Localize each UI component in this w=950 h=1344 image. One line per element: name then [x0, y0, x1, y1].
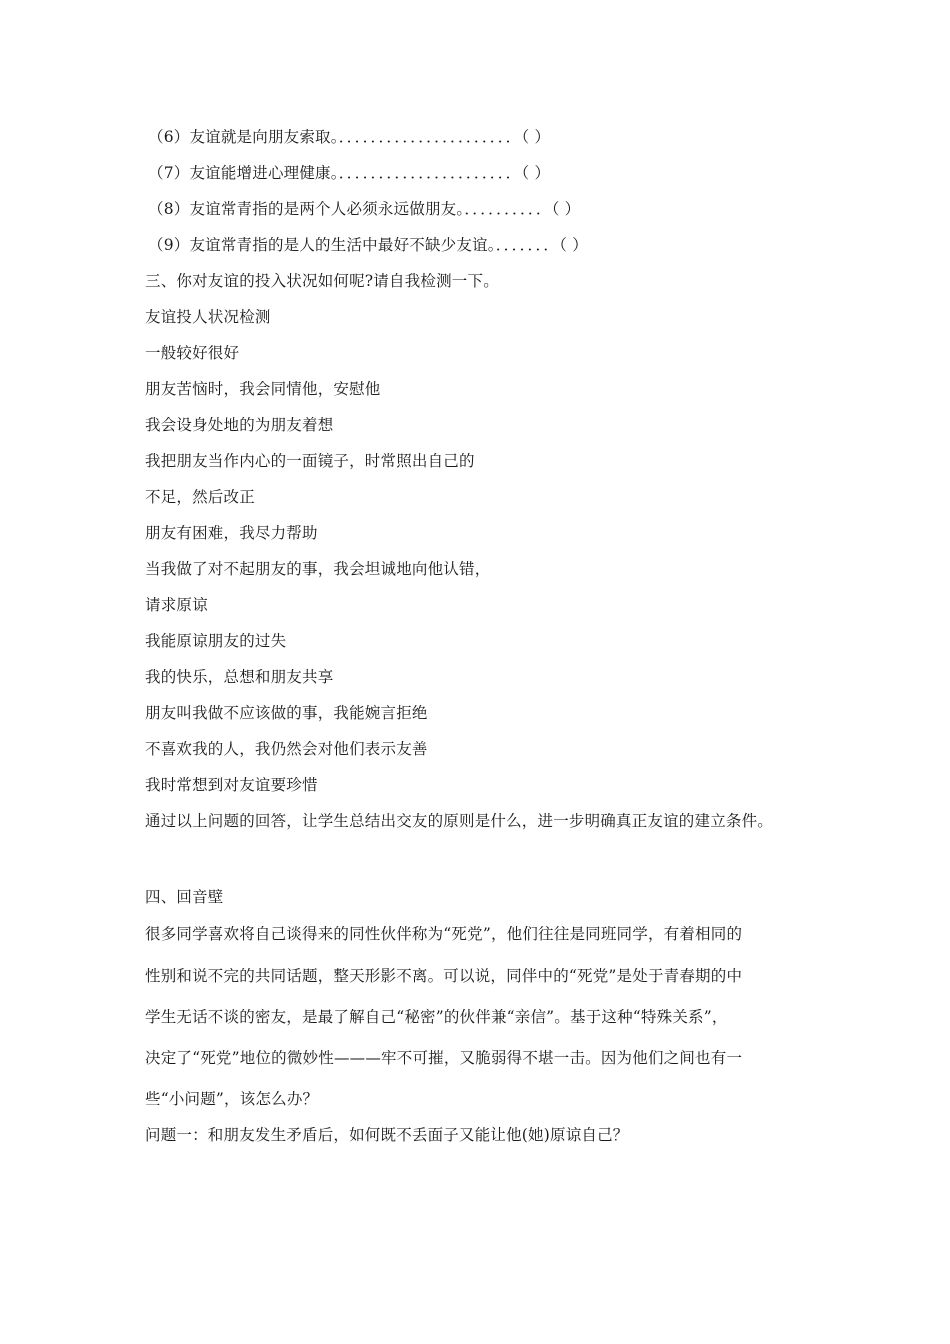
paragraph-line: 决定了“死党”地位的微妙性———牢不可摧，又脆弱得不堪一击。因为他们之间也有一	[145, 1049, 743, 1067]
checklist-item: 当我做了对不起朋友的事，我会坦诚地向他认错，	[145, 560, 491, 578]
checklist-item: 请求原谅	[145, 596, 208, 614]
question-1: 问题一：和朋友发生矛盾后，如何既不丢面子又能让他(她)原谅自己？	[145, 1126, 629, 1144]
quiz-item-7: （7）友谊能增进心理健康。．．．．．．．．．．．．．．．．．．．．．．（ ）	[148, 164, 551, 182]
checklist-item: 我的快乐，总想和朋友共享	[145, 668, 334, 686]
checklist-title: 友谊投人状况检测	[145, 308, 271, 326]
checklist-item: 不足，然后改正	[145, 488, 255, 506]
paragraph-line: 些“小问题”，该怎么办？	[145, 1090, 319, 1108]
checklist-item: 我时常想到对友谊要珍惜	[145, 776, 318, 794]
quiz-item-9: （9）友谊常青指的是人的生活中最好不缺少友谊。．．．．．．．（ ）	[148, 236, 588, 254]
checklist-item: 我把朋友当作内心的一面镜子，时常照出自己的	[145, 452, 475, 470]
quiz-item-8: （8）友谊常青指的是两个人必须永远做朋友。．．．．．．．．．．（ ）	[148, 200, 581, 218]
checklist-item: 朋友有困难，我尽力帮助	[145, 524, 318, 542]
quiz-item-6: （6）友谊就是向朋友索取。．．．．．．．．．．．．．．．．．．．．．．（ ）	[148, 128, 551, 146]
paragraph-line: 很多同学喜欢将自己谈得来的同性伙伴称为“死党”，他们往往是同班同学，有着相同的	[145, 925, 743, 943]
paragraph-line: 性别和说不完的共同话题，整天形影不离。可以说，同伴中的“死党”是处于青春期的中	[145, 967, 743, 985]
rating-scale: 一般较好很好	[145, 344, 240, 362]
section-4-heading: 四、回音壁	[145, 888, 224, 906]
section-3-heading: 三、你对友谊的投入状况如何呢?请自我检测一下。	[145, 272, 499, 290]
checklist-item: 我会设身处地的为朋友着想	[145, 416, 334, 434]
paragraph-line: 学生无话不谈的密友，是最了解自己“秘密”的伙伴兼“亲信”。基于这种“特殊关系”，	[145, 1008, 728, 1026]
section-3-conclusion: 通过以上问题的回答，让学生总结出交友的原则是什么，进一步明确真正友谊的建立条件。	[145, 812, 774, 830]
checklist-item: 我能原谅朋友的过失	[145, 632, 287, 650]
checklist-item: 朋友叫我做不应该做的事，我能婉言拒绝	[145, 704, 428, 722]
checklist-item: 朋友苦恼时，我会同情他，安慰他	[145, 380, 381, 398]
checklist-item: 不喜欢我的人，我仍然会对他们表示友善	[145, 740, 428, 758]
